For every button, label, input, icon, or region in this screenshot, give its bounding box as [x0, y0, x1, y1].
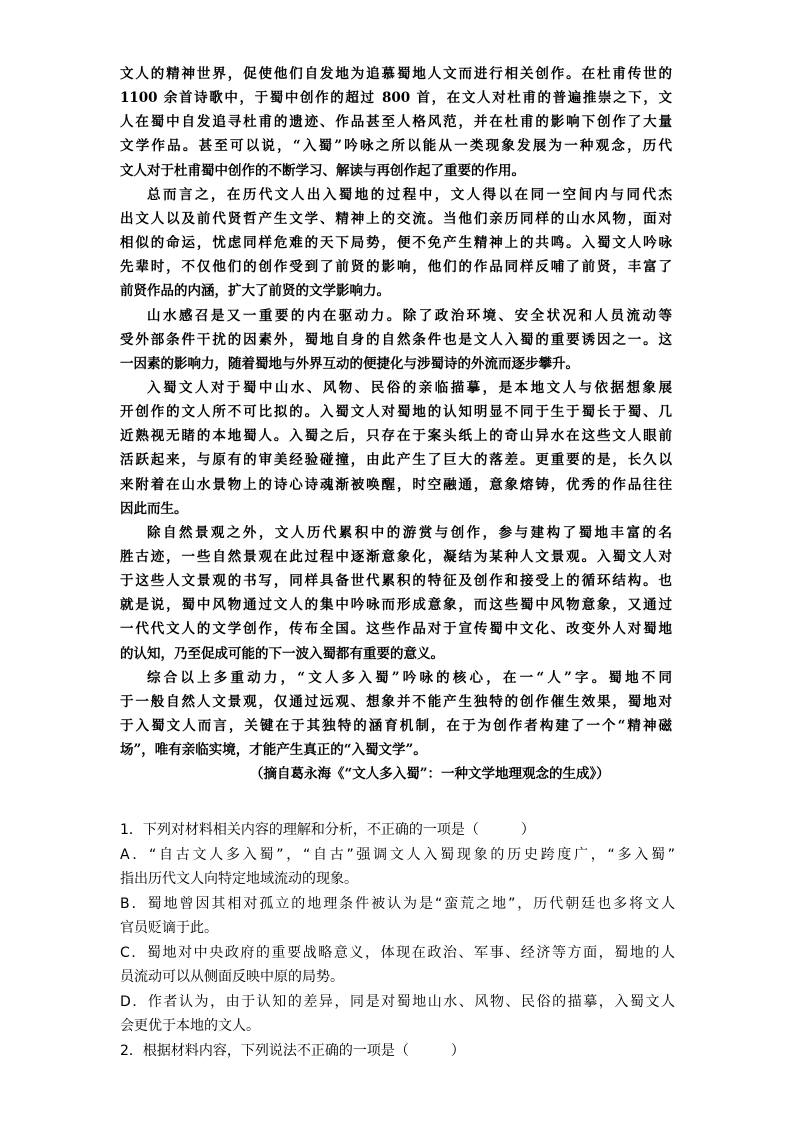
passage-line: 一代代文人的文学创作，传布全国。这些作品对于宣传蜀中文化、改变外人对蜀地: [120, 621, 672, 638]
passage-line: 就是说，蜀中风物通过文人的集中吟咏而形成意象，而这些蜀中风物意象，又通过: [120, 597, 672, 614]
passage-line: 场”，唯有亲临实境，才能产生真正的“入蜀文学”。: [120, 742, 427, 759]
passage-line: 胜古迹，一些自然景观在此过程中逐渐意象化，凝结为某种人文景观。入蜀文人对: [120, 549, 672, 565]
passage-line: 文人对于杜甫蜀中创作的不断学习、解读与再创作起了重要的作用。: [120, 162, 525, 179]
passage-line: 相似的命运，忧虑同样危难的天下局势，便不免产生精神上的共鸣。入蜀文人吟咏: [120, 235, 672, 252]
passage-line: 除自然景观之外，文人历代累积中的游赏与创作，参与建构了蜀地丰富的名: [147, 524, 672, 541]
answer-option: B．蜀地曾因其相对孤立的地理条件被认为是“蛮荒之地”，历代朝廷也多将文人: [120, 895, 675, 912]
passage-line: 出文人以及前代贤哲产生文学、精神上的交流。当他们亲历同样的山水风物，面对: [120, 210, 672, 227]
passage-line: 来附着在山水景物上的诗心诗魂渐被唤醒，时空融通，意象熔铸，优秀的作品往往: [120, 476, 672, 493]
passage-line: 山水感召是又一重要的内在驱动力。除了政治环境、安全状况和人员流动等: [147, 307, 672, 324]
answer-option: D．作者认为，由于认知的差异，同是对蜀地山水、风物、民俗的描摹，入蜀文人: [120, 993, 675, 1010]
answer-option: 员流动可以从侧面反映中原的局势。: [120, 969, 344, 985]
passage-line: 活跃起来，与原有的审美经验碰撞，由此产生了巨大的落差。更重要的是，长久以: [120, 452, 672, 469]
passage-line: 的认知，乃至促成可能的下一波入蜀都有重要的意义。: [120, 645, 444, 662]
passage-line: 先辈时，不仅他们的创作受到了前贤的影响，他们的作品同样反哺了前贤，丰富了: [120, 259, 672, 276]
passage-line: 入蜀文人对于蜀中山水、风物、民俗的亲临描摹，是本地文人与依据想象展: [147, 379, 672, 396]
passage-line: 于这些人文景观的书写，同样具备世代累积的特征及创作和接受上的循环结构。也: [120, 573, 672, 590]
answer-option: 官员贬谪于此。: [120, 920, 218, 936]
passage-line: 于一般自然人文景观，仅通过远观、想象并不能产生独特的创作催生效果，蜀地对: [120, 693, 672, 710]
source-citation: （摘自葛永海《“文人多入蜀”：一种文学地理观念的生成》）: [250, 766, 610, 783]
passage-line: 人在蜀中自发追寻杜甫的遗迹、作品甚至人格风范，并在杜甫的影响下创作了大量: [120, 114, 672, 131]
answer-option: 会更优于本地的文人。: [120, 1018, 260, 1034]
passage-line: 于入蜀文人而言，关键在于其独特的涵育机制，在于为创作者构建了一个“精神磁: [120, 718, 672, 735]
passage-line: 总而言之，在历代文人出入蜀地的过程中，文人得以在同一空间内与同代杰: [147, 186, 672, 203]
passage-line: 受外部条件干扰的因素外，蜀地自身的自然条件也是文人入蜀的重要诱因之一。这: [120, 331, 672, 348]
answer-option: C．蜀地对中央政府的重要战略意义，体现在政治、军事、经济等方面，蜀地的人: [120, 944, 675, 961]
passage-line: 1100 余首诗歌中，于蜀中创作的超过 800 首，在文人对杜甫的普遍推崇之下，文: [120, 90, 672, 107]
answer-option: A．“自古文人多入蜀”，“自古”强调文人入蜀现象的历史跨度广，“多入蜀”: [120, 846, 675, 863]
passage-line: 一因素的影响力，随着蜀地与外界互动的便捷化与涉蜀诗的外流而逐步攀升。: [120, 355, 579, 372]
passage-line: 因此而生。: [120, 500, 188, 517]
passage-line: 文学作品。甚至可以说，“入蜀”吟咏之所以能从一类现象发展为一种观念，历代: [120, 138, 672, 155]
passage-line: 近熟视无睹的本地蜀人。入蜀之后，只存在于案头纸上的奇山异水在这些文人眼前: [120, 428, 672, 445]
passage-line: 前贤作品的内涵，扩大了前贤的文学影响力。: [120, 283, 390, 300]
question-stem: 1．下列对材料相关内容的理解和分析，不正确的一项是（ ）: [120, 822, 535, 838]
passage-line: 开创作的文人所不可比拟的。入蜀文人对蜀地的认知明显不同于生于蜀长于蜀、几: [120, 404, 672, 421]
passage-line: 文人的精神世界，促使他们自发地为追慕蜀地人文而进行相关创作。在杜甫传世的: [120, 66, 672, 82]
question-stem: 2．根据材料内容，下列说法不正确的一项是（ ）: [120, 1042, 465, 1059]
answer-option: 指出历代文人向特定地域流动的现象。: [120, 871, 358, 887]
passage-line: 综合以上多重动力，“文人多入蜀”吟咏的核心，在一“人”字。蜀地不同: [147, 669, 672, 686]
